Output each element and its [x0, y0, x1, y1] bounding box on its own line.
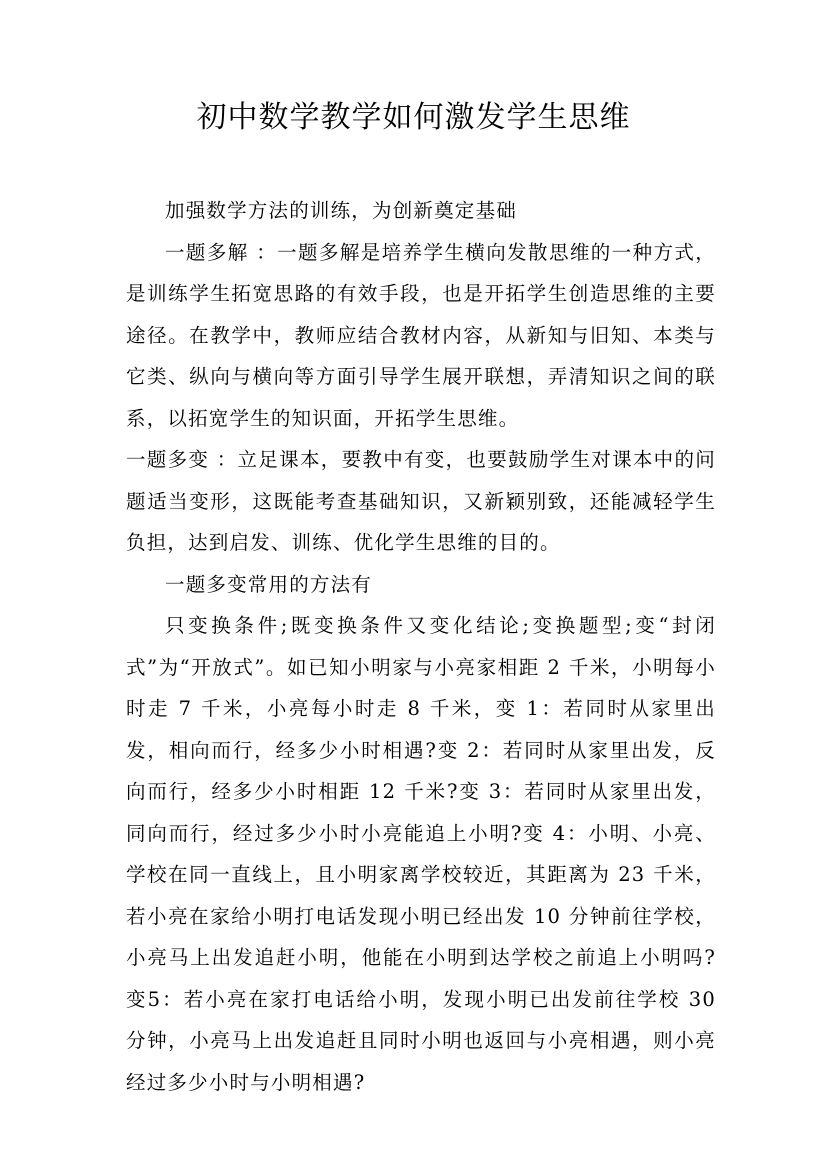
paragraph-example-problem: 只变换条件;既变换条件又变化结论;变换题型;变“封闭式”为“开放式”。如已知小明家与小亮家相距 2 千米，小明每小时走 7 千米，小亮每小时走 8 千米，变 1：若同时从家里出发，相向而行，经多少小时相遇?变 2：若同时从家里出发，反向而行，经多少小时相距 12 千米?变 3：若同时从家里出发，同向而行，经过多少小时小亮能追上小明?变 4：小明、小亮、学校在同一直线上，且小明家离学校较近，其距离为 23 千米，若小亮在家给小明打电话发现小明已经出发 10 分钟前往学校，小亮马上出发追赶小明，他能在小明到达学校之前追上小明吗?变5：若小亮在家打电话给小明，发现小明已出发前往学校 30 分钟，小亮马上出发追赶且同时小明也返回与小亮相遇，则小亮经过多少小时与小明相遇? — [126, 614, 716, 1094]
paragraph-common-methods-heading: 一题多变常用的方法有 — [165, 572, 373, 596]
paragraph-multiple-solutions: 一题多解 ：一题多解是培养学生横向发散思维的一种方式，是训练学生拓宽思路的有效手段，也是开拓学生创造思维的主要途径。在教学中，教师应结合教材内容，从新知与旧知、本类与它类、纵向与横向等方面引导学生展开联想，弄清知识之间的联系，以拓宽学生的知识面，开拓学生思维。 — [126, 240, 716, 430]
document-title: 初中数学教学如何激发学生思维 — [196, 100, 631, 135]
paragraph-heading-methods: 加强数学方法的训练，为创新奠定基础 — [165, 199, 517, 222]
paragraph-multiple-variations: 一题多变 ：立足课本，要教中有变，也要鼓励学生对课本中的问题适当变形，这既能考查基础知识，又新颖别致，还能减轻学生负担，达到启发、训练、优化学生思维的目的。 — [126, 448, 716, 554]
document-body — [126, 190, 716, 1103]
